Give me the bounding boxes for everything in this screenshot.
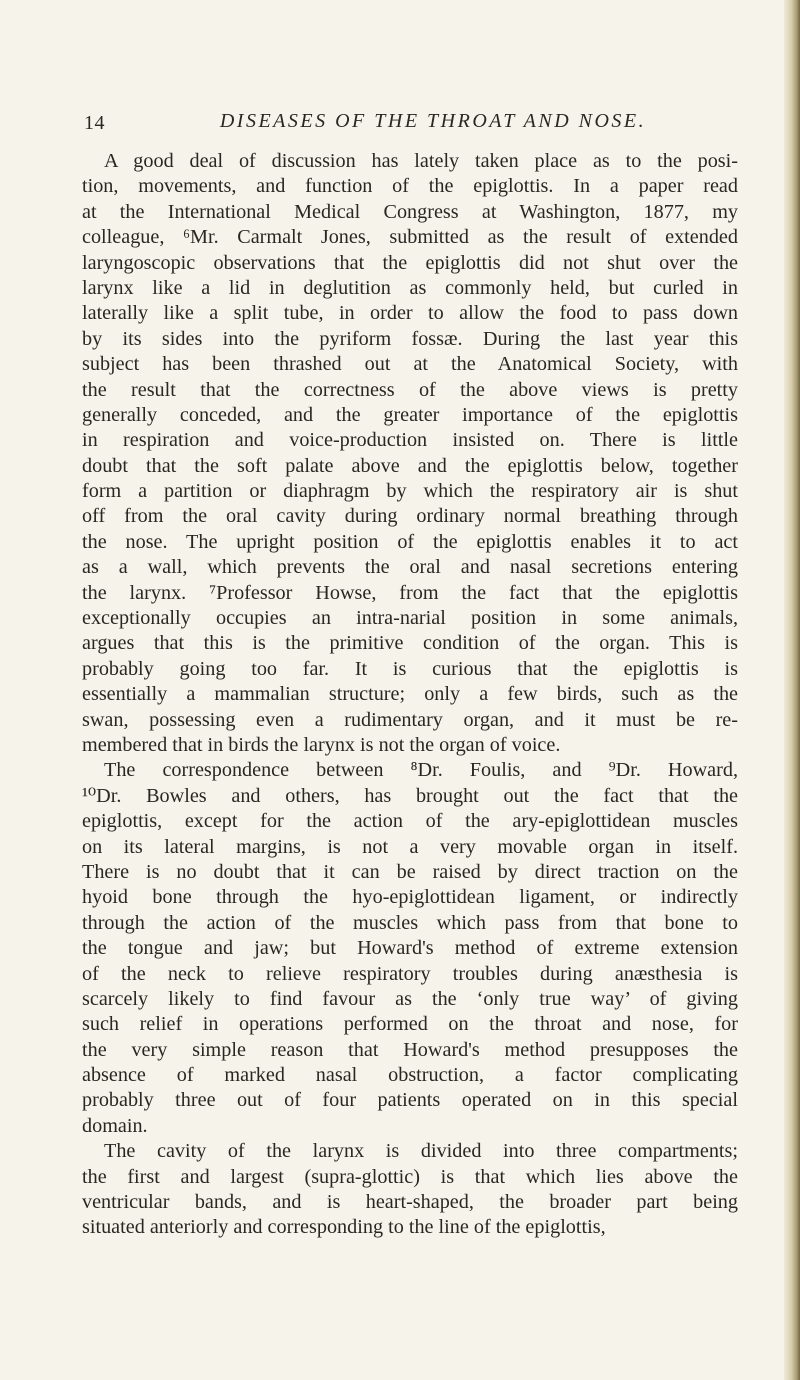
text-line: essentially a mammalian structure; only a few birds, such as the — [82, 683, 738, 706]
text-line: hyoid bone through the hyo-epiglottidean ligament, or indirectly — [82, 886, 738, 909]
text-line: on its lateral margins, is not a very movable organ in itself. — [82, 835, 738, 858]
text-line: the result that the correctness of the above views is pretty — [82, 378, 738, 401]
text-line: ventricular bands, and is heart-shaped, the broader part being — [82, 1191, 738, 1214]
text-line: the nose. The upright position of the epiglottis enables it to act — [82, 530, 738, 553]
text-line: probably three out of four patients operated on in this special — [82, 1089, 738, 1112]
running-title: DISEASES OF THE THROAT AND NOSE. — [219, 110, 647, 132]
text-line: as a wall, which prevents the oral and nasal secretions entering — [82, 556, 738, 579]
text-line: The cavity of the larynx is divided into three compartments; — [104, 1140, 738, 1163]
text-line: swan, possessing even a rudimentary organ, and it must be re- — [82, 708, 738, 731]
text-line: scarcely likely to find favour as the ‘only true way’ of giving — [82, 987, 738, 1010]
text-line: subject has been thrashed out at the Anatomical Society, with — [82, 353, 738, 376]
text-line: at the International Medical Congress at Washington, 1877, my — [82, 200, 738, 223]
text-line: through the action of the muscles which pass from that bone to — [82, 911, 738, 934]
text-line: of the neck to relieve respiratory troubles during anæsthesia is — [82, 962, 738, 985]
text-line: There is no doubt that it can be raised by direct traction on the — [82, 860, 738, 883]
text-line: probably going too far. It is curious that the epiglottis is — [82, 657, 738, 680]
text-line: the larynx. ⁷Professor Howse, from the fact that the epiglottis — [82, 581, 738, 604]
text-line: tion, movements, and function of the epiglottis. In a paper read — [82, 175, 738, 198]
text-line: the first and largest (supra-glottic) is that which lies above the — [82, 1165, 738, 1188]
page-number: 14 — [84, 112, 105, 134]
text-line: the very simple reason that Howard's method presupposes the — [82, 1038, 738, 1061]
running-header — [84, 110, 744, 140]
text-line: laterally like a split tube, in order to allow the food to pass down — [82, 302, 738, 325]
text-line: The correspondence between ⁸Dr. Foulis, and ⁹Dr. Howard, — [104, 759, 738, 782]
text-line: epiglottis, except for the action of the ary-epiglottidean muscles — [82, 810, 738, 833]
text-line: ¹⁰Dr. Bowles and others, has brought out the fact that the — [82, 784, 738, 807]
text-line: A good deal of discussion has lately taken place as to the posi- — [104, 150, 738, 172]
text-line: generally conceded, and the greater importance of the epiglottis — [82, 403, 738, 426]
text-line: such relief in operations performed on the throat and nose, for — [82, 1013, 738, 1036]
text-line: situated anteriorly and corresponding to the line of the epiglottis, — [82, 1216, 606, 1239]
body-text — [82, 149, 738, 1241]
text-line: doubt that the soft palate above and the epiglottis below, together — [82, 454, 738, 477]
text-line: domain. — [82, 1114, 148, 1137]
text-line: in respiration and voice-production insisted on. There is little — [82, 429, 738, 452]
page-edge — [784, 0, 800, 1380]
text-line: by its sides into the pyriform fossæ. During the last year this — [82, 327, 738, 350]
text-line: form a partition or diaphragm by which the respiratory air is shut — [82, 480, 738, 503]
text-line: absence of marked nasal obstruction, a factor complicating — [82, 1064, 738, 1087]
text-line: off from the oral cavity during ordinary normal breathing through — [82, 505, 738, 528]
text-line: the tongue and jaw; but Howard's method of extreme extension — [82, 937, 738, 960]
text-line: laryngoscopic observations that the epiglottis did not shut over the — [82, 251, 738, 274]
text-line: larynx like a lid in deglutition as commonly held, but curled in — [82, 276, 738, 299]
text-line: argues that this is the primitive condition of the organ. This is — [82, 632, 738, 655]
text-line: membered that in birds the larynx is not the organ of voice. — [82, 733, 561, 756]
text-line: colleague, ⁶Mr. Carmalt Jones, submitted as the result of extended — [82, 226, 738, 249]
text-line: exceptionally occupies an intra-narial position in some animals, — [82, 607, 738, 630]
